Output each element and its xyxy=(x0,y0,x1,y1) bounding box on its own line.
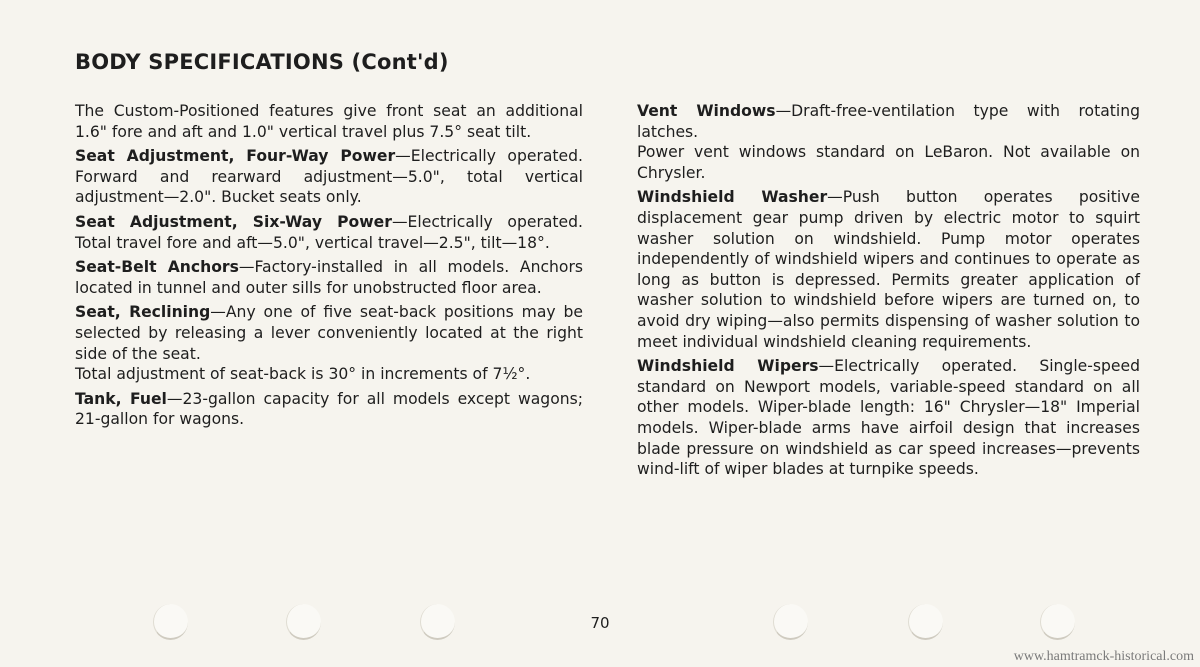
paragraph-text: —Electrically operated. Forward and rearward adjustment—5.0", total vertical adjustment—2.0". Bucket seats only. xyxy=(75,147,583,207)
paragraph xyxy=(637,187,1140,352)
punch-hole xyxy=(1040,604,1075,640)
paragraph xyxy=(75,389,583,430)
paragraph-text: —Push button operates positive displacement gear pump driven by electric motor to squirt washer solution on windshield. Pump motor operates independently of windshield wipers and continues to operate as long as button is depressed. Permits greater application of washer solution to windshield before wipers are turned on, to avoid dry wiping—also permits dispensing of washer solution to meet individual windshield cleaning requirements. xyxy=(637,188,1140,351)
paragraph-text: The Custom-Positioned features give front seat an additional 1.6" fore and aft and 1.0" vertical travel plus 7.5° seat tilt. xyxy=(75,102,583,141)
punch-hole xyxy=(420,604,455,640)
paragraph-text: Power vent windows standard on LeBaron. Not available on Chrysler. xyxy=(637,143,1140,182)
paragraph-heading: Windshield Washer xyxy=(637,188,828,207)
paragraph-text: —Factory-installed in all models. Anchors located in tunnel and outer sills for unobstructed floor area. xyxy=(75,258,583,297)
paragraph xyxy=(75,302,583,364)
punch-hole xyxy=(908,604,943,640)
punch-hole xyxy=(153,604,188,640)
paragraph-heading: Vent Windows xyxy=(637,102,776,120)
paragraph-heading: Seat, Reclining xyxy=(75,303,211,322)
page-title: BODY SPECIFICATIONS (Cont'd) xyxy=(75,50,449,74)
paragraph-heading: Windshield Wipers xyxy=(637,357,819,376)
paragraph-text: —Draft-free-ventilation type with rotating latches. xyxy=(637,102,1140,141)
paragraph-heading: Seat Adjustment, Four-Way Power xyxy=(75,147,396,166)
paragraph xyxy=(75,257,583,298)
watermark: www.hamtramck-historical.com xyxy=(1013,649,1194,664)
paragraph xyxy=(75,212,583,253)
paragraph-heading: Seat Adjustment, Six-Way Power xyxy=(75,212,392,231)
paragraph xyxy=(75,146,583,208)
paragraph-text: —Electrically operated. Single-speed standard on Newport models, variable-speed standard on all other models. Wiper-blade length: 16" Chrysler—18" Imperial models. Wiper-blade arms have airfoil design that increases blade pressure on windshield as car speed increases—prevents wind-lift of wiper blades at turnpike speeds. xyxy=(637,357,1140,479)
paragraph-text: Total adjustment of seat-back is 30° in increments of 7½°. xyxy=(75,365,531,384)
page-number: 70 xyxy=(590,614,610,632)
paragraph-text: —Any one of five seat-back positions may be selected by releasing a lever conveniently located at the right side of the seat. xyxy=(75,303,583,363)
right-column xyxy=(637,101,1140,484)
paragraph-text: —Electrically operated. Total travel fore and aft—5.0", vertical travel—2.5", tilt—18°. xyxy=(75,212,583,252)
paragraph xyxy=(75,101,583,142)
punch-hole xyxy=(286,604,321,640)
paragraph-heading: Seat-Belt Anchors xyxy=(75,258,239,277)
paragraph xyxy=(637,356,1140,480)
paragraph xyxy=(637,101,1140,142)
paragraph-heading: Tank, Fuel xyxy=(75,389,167,408)
paragraph xyxy=(75,364,583,385)
left-column xyxy=(75,101,583,434)
punch-hole xyxy=(773,604,808,640)
paragraph-text: —23-gallon capacity for all models except wagons; 21-gallon for wagons. xyxy=(75,389,584,429)
paragraph xyxy=(637,142,1140,183)
